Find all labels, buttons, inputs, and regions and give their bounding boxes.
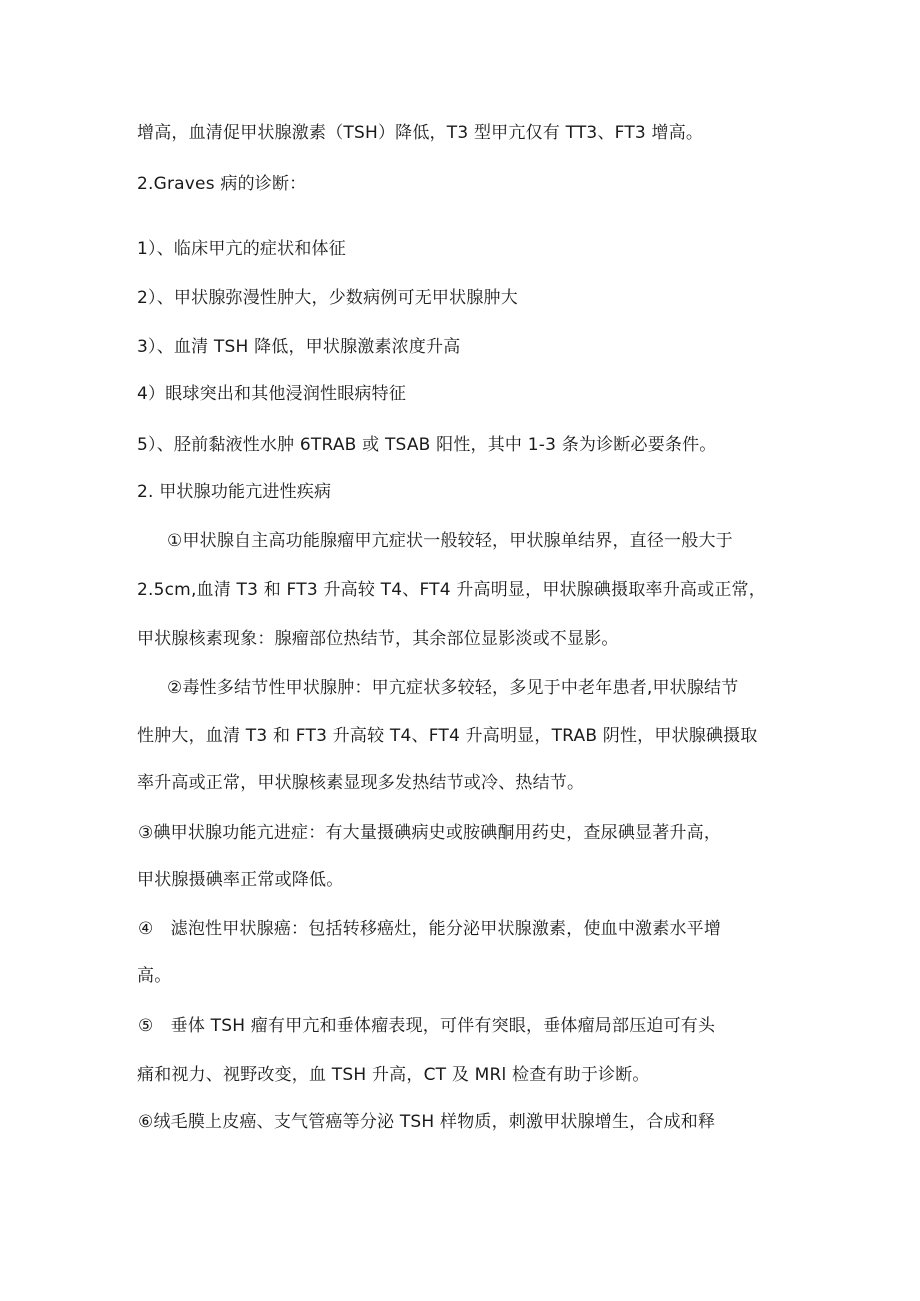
text-line: ⑥绒毛膜上皮癌、支气管癌等分泌 TSH 样物质，刺激甲状腺增生，合成和释 — [138, 1112, 716, 1132]
text-line: 增高，血清促甲状腺激素（TSH）降低，T3 型甲亢仅有 TT3、FT3 增高。 — [137, 123, 704, 143]
text-line: ①甲状腺自主高功能腺瘤甲亢症状一般较轻，甲状腺单结界，直径一般大于 — [167, 531, 733, 551]
list-item: 5）、胫前黏液性水肿 6TRAB 或 TSAB 阳性，其中 1-3 条为诊断必要条件。 — [137, 435, 717, 455]
list-item: 1）、临床甲亢的症状和体征 — [137, 239, 346, 259]
text-line: 痛和视力、视野改变，血 TSH 升高，CT 及 MRl 检查有助于诊断。 — [137, 1065, 650, 1085]
section-heading: 2.Graves 病的诊断： — [137, 174, 307, 194]
text-line: ⑤ 垂体 TSH 瘤有甲亢和垂体瘤表现，可伴有突眼，垂体瘤局部压迫可有头 — [138, 1016, 716, 1036]
text-line: ④ 滤泡性甲状腺癌：包括转移癌灶，能分泌甲状腺激素，使血中激素水平增 — [138, 919, 722, 939]
text-line: 2.5cm,血清 T3 和 FT3 升高较 T4、FT4 升高明显，甲状腺碘摄取率升高或正常， — [137, 580, 766, 600]
text-line: 甲状腺摄碘率正常或降低。 — [137, 870, 344, 890]
section-heading: 2. 甲状腺功能亢进性疾病 — [137, 482, 332, 502]
text-line: ③碘甲状腺功能亢进症：有大量摄碘病史或胺碘酮用药史，查尿碘显著升高， — [138, 823, 722, 843]
list-item: 4）眼球突出和其他浸润性眼病特征 — [137, 384, 407, 404]
text-line: 高。 — [137, 966, 172, 986]
list-item: 3）、血清 TSH 降低，甲状腺激素浓度升高 — [137, 337, 461, 357]
text-line: 性肿大，血清 T3 和 FT3 升高较 T4、FT4 升高明显，TRAB 阴性，甲状腺碘摄取 — [137, 726, 758, 746]
text-line: ②毒性多结节性甲状腺肿：甲亢症状多较轻，多见于中老年患者,甲状腺结节 — [167, 678, 739, 698]
text-line: 甲状腺核素现象：腺瘤部位热结节，其余部位显影淡或不显影。 — [137, 629, 619, 649]
text-line: 率升高或正常，甲状腺核素显现多发热结节或冷、热结节。 — [137, 773, 585, 793]
list-item: 2）、甲状腺弥漫性肿大，少数病例可无甲状腺肿大 — [137, 288, 518, 308]
